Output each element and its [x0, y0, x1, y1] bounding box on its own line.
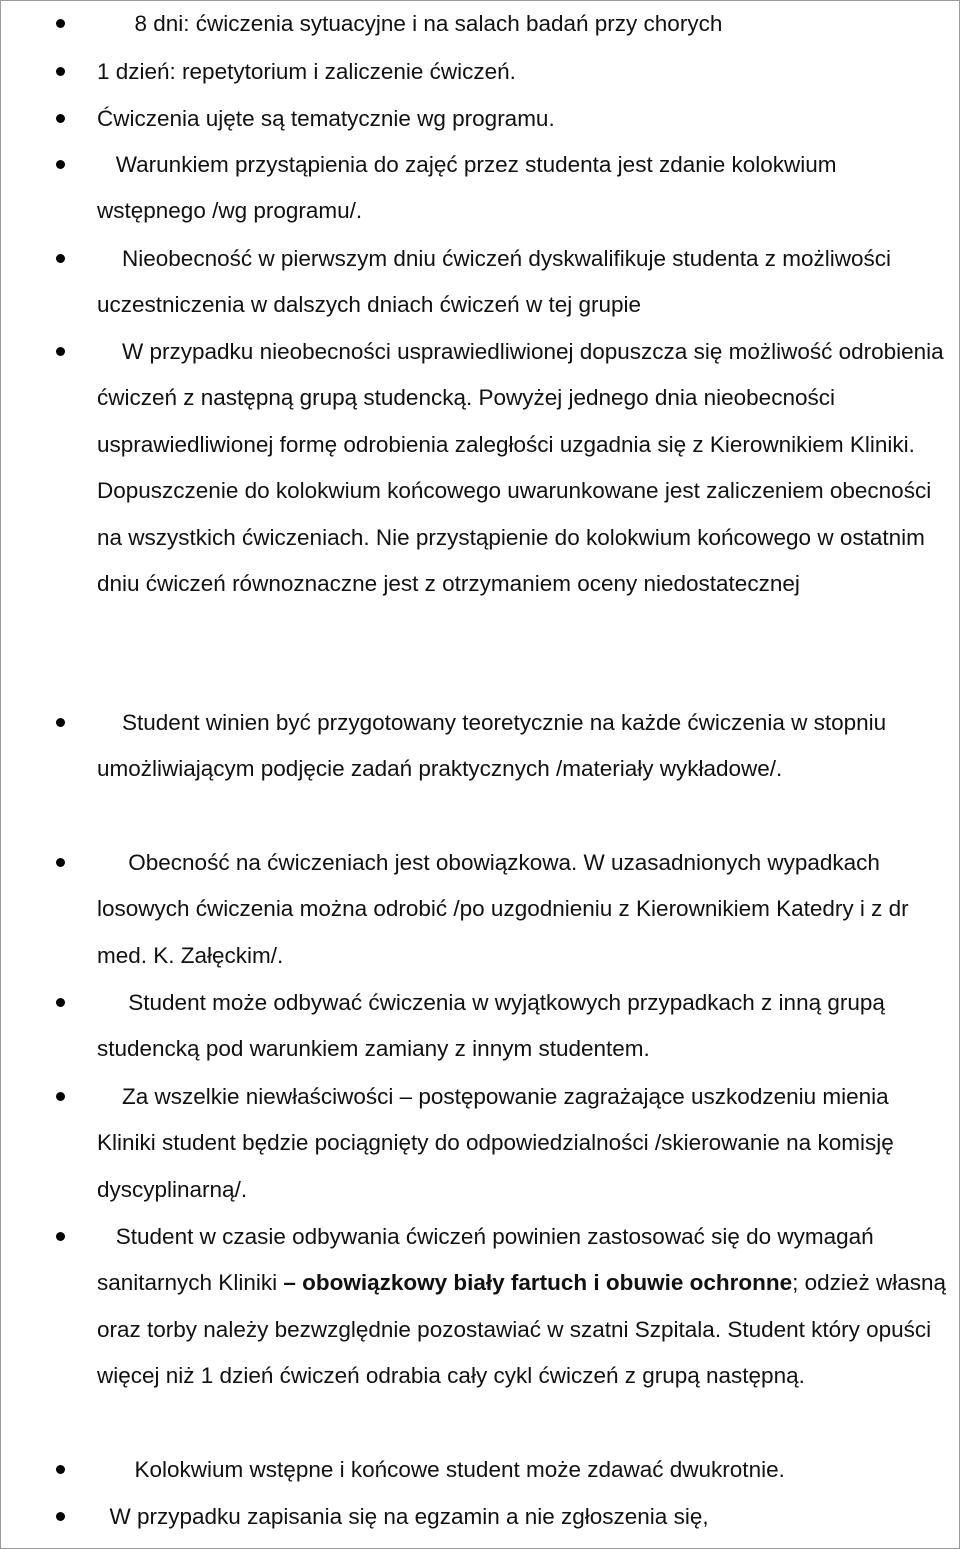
bullet-icon: [56, 1092, 65, 1101]
bullet-icon: [56, 1232, 65, 1241]
bullet-icon: [56, 19, 65, 28]
list-item-text: Warunkiem przystąpienia do zajęć przez studenta jest zdanie kolokwium wstępnego /wg programu/.: [97, 152, 843, 224]
list-item-text: Obecność na ćwiczeniach jest obowiązkowa. W uzasadnionych wypadkach losowych ćwiczenia można odrobić /po uzgodnieniu z Kierownikiem Katedry i z dr med. K. Załęckim/.: [97, 850, 915, 968]
list-item-text: Ćwiczenia ujęte są tematycznie wg programu.: [97, 106, 555, 131]
list-item-text-regular: Student w czasie odbywania ćwiczeń powinien zastosować się do wymagań sanitarnych Kliniki: [97, 1224, 880, 1296]
bullet-icon: [56, 998, 65, 1007]
list-item-text: [97, 1214, 953, 1400]
list-item-text-bold: – obowiązkowy biały fartuch i obuwie ochronne: [283, 1270, 793, 1296]
list-item-text: W przypadku nieobecności usprawiedliwionej dopuszcza się możliwość odrobienia ćwiczeń z następną grupą studencką. Powyżej jednego dnia nieobecności usprawiedliwionej formę odrobienia zaległości uzgadnia się z Kierownikiem Kliniki. Dopuszczenie do kolokwium końcowego uwarunkowane jest zaliczeniem obecności na wszystkich ćwiczeniach. Nie przystąpienie do kolokwium końcowego w ostatnim dniu ćwiczeń równoznaczne jest z otrzymaniem oceny niedostatecznej: [97, 339, 950, 597]
list-item-text: W przypadku zapisania się na egzamin a nie zgłoszenia się,: [97, 1504, 709, 1529]
bullet-icon: [56, 1512, 65, 1521]
bullet-icon: [56, 114, 65, 123]
list-item-text: Za wszelkie niewłaściwości – postępowanie zagrażające uszkodzeniu mienia Kliniki student będzie pociągnięty do odpowiedzialności /skierowanie na komisję dyscyplinarną/.: [97, 1084, 900, 1202]
bullet-icon: [56, 160, 65, 169]
bullet-icon: [56, 718, 65, 727]
bullet-icon: [56, 67, 65, 76]
list-item-text: Student winien być przygotowany teoretycznie na każde ćwiczenia w stopniu umożliwiającym podjęcie zadań praktycznych /materiały wykładowe/.: [97, 710, 893, 782]
bullet-icon: [56, 858, 65, 867]
bullet-icon: [56, 1465, 65, 1474]
list-item-text-regular-end: ; odzież własną oraz torby należy bezwzględnie pozostawiać w szatni Szpitala. Student który opuści więcej niż 1 dzień ćwiczeń odrabia cały cykl ćwiczeń z grupą następną.: [97, 1270, 953, 1389]
list-item-text: Kolokwium wstępne i końcowe student może zdawać dwukrotnie.: [97, 1457, 785, 1482]
list-item-text: 8 dni: ćwiczenia sytuacyjne i na salach badań przy chorych: [97, 11, 723, 36]
list-item-text: Student może odbywać ćwiczenia w wyjątkowych przypadkach z inną grupą studencką pod warunkiem zamiany z innym studentem.: [97, 990, 892, 1062]
bullet-icon: [56, 254, 65, 263]
list-item-text: Nieobecność w pierwszym dniu ćwiczeń dyskwalifikuje studenta z możliwości uczestniczenia w dalszych dniach ćwiczeń w tej grupie: [97, 246, 898, 318]
list-item-text: 1 dzień: repetytorium i zaliczenie ćwiczeń.: [97, 59, 516, 84]
bullet-icon: [56, 347, 65, 356]
